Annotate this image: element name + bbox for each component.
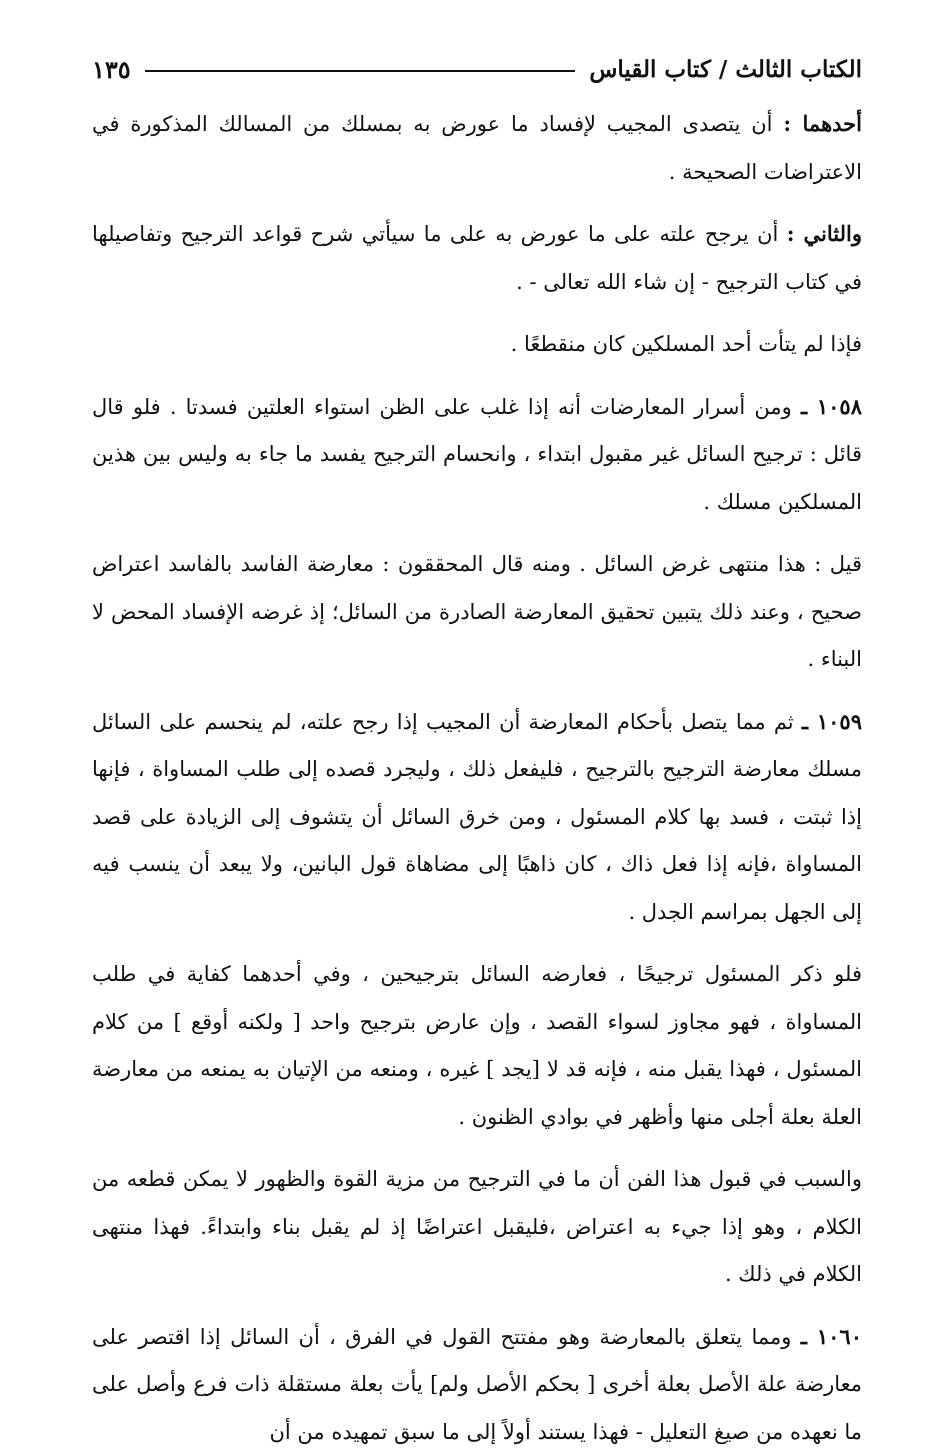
paragraph: [92, 210, 862, 306]
paragraph: [92, 1313, 862, 1456]
paragraph: [92, 320, 862, 369]
paragraph-lead: ١٠٦٠ ـ: [801, 1324, 862, 1349]
paragraph-text: فإذا لم يتأت أحد المسلكين كان منقطعًا .: [511, 332, 862, 356]
paragraph-text: أن يرجح علته على ما عورض به على ما سيأتي شرح قواعد الترجيح وتفاصيلها في كتاب الترجيح - إن شاء الله تعالى - .: [92, 222, 862, 294]
paragraph-lead: ١٠٥٩ ـ: [802, 709, 862, 734]
header-rule: [145, 70, 576, 72]
paragraph: [92, 100, 862, 196]
running-title: الكتاب الثالث / كتاب القياس: [589, 56, 862, 83]
paragraph-text: فلو ذكر المسئول ترجيحًا ، فعارضه السائل بترجيحين ، وفي أحدهما كفاية في طلب المساواة ، فهو مجاوز لسواء القصد ، وإن عارض بترجيح واحد [ ولكنه أوقع ] من كلام المسئول ، فهذا يقبل منه ، فإنه قد لا [يجد ] غيره ، ومنعه من الإتيان به يمنعه من معارضة العلة بعلة أجلى منها وأظهر في بوادي الظنون .: [92, 962, 862, 1129]
paragraph: [92, 1155, 862, 1299]
paragraph: [92, 698, 862, 937]
paragraph-text: ثم مما يتصل بأحكام المعارضة أن المجيب إذا رجح علته، لم ينحسم على السائل مسلك معارضة الترجيح بالترجيح ، فليفعل ذلك ، وليجرد قصده إلى طلب المساواة ، فإنها إذا ثبتت ، فسد بها كلام المسئول ، ومن خرق السائل أن يتشوف إلى الزيادة على قصد المساواة ،فإنه إذا فعل ذاك ، كان ذاهبًا إلى مضاهاة قول البانين، ولا يبعد أن ينسب فيه إلى الجهل بمراسم الجدل .: [92, 710, 862, 924]
page-header: [92, 48, 862, 90]
paragraph-text: ومن أسرار المعارضات أنه إذا غلب على الظن استواء العلتين فسدتا . فلو قال قائل : ترجيح السائل غير مقبول ابتداء ، وانحسام الترجيح يفسد ما جاء به وليس بين هذين المسلكين مسلك .: [92, 395, 862, 514]
paragraph: [92, 383, 862, 527]
paragraph-lead: ١٠٥٨ ـ: [801, 394, 862, 419]
paragraph: [92, 540, 862, 684]
paragraph-lead: أحدهما :: [783, 111, 862, 136]
page-number: ١٣٥: [92, 55, 131, 84]
paragraph-text: أن يتصدى المجيب لإفساد ما عورض به بمسلك من المسالك المذكورة في الاعتراضات الصحيحة .: [92, 112, 862, 184]
paragraph-lead: والثاني :: [787, 221, 862, 246]
book-page: [92, 48, 862, 1348]
paragraph-text: والسبب في قبول هذا الفن أن ما في الترجيح من مزية القوة والظهور لا يمكن قطعه من الكلام ، وهو إذا جيء به اعتراض ،فليقبل اعتراضًا إذ لم يقبل بناء وابتداءً. فهذا منتهى الكلام في ذلك .: [92, 1167, 862, 1286]
paragraph-text: ومما يتعلق بالمعارضة وهو مفتتح القول في الفرق ، أن السائل إذا اقتصر على معارضة علة الأصل بعلة أخرى [ بحكم الأصل ولم] يأت بعلة مستقلة ذات فرع وأصل على ما نعهده من صيغ التعليل - فهذا يستند أولاً إلى ما سبق تمهيده من أن: [92, 1325, 862, 1444]
paragraph-text: قيل : هذا منتهى غرض السائل . ومنه قال المحققون : معارضة الفاسد بالفاسد اعتراض صحيح ، وعند ذلك يتبين تحقيق المعارضة الصادرة من السائل؛ إذ غرضه الإفساد المحض لا البناء .: [92, 552, 862, 671]
paragraph: [92, 950, 862, 1141]
